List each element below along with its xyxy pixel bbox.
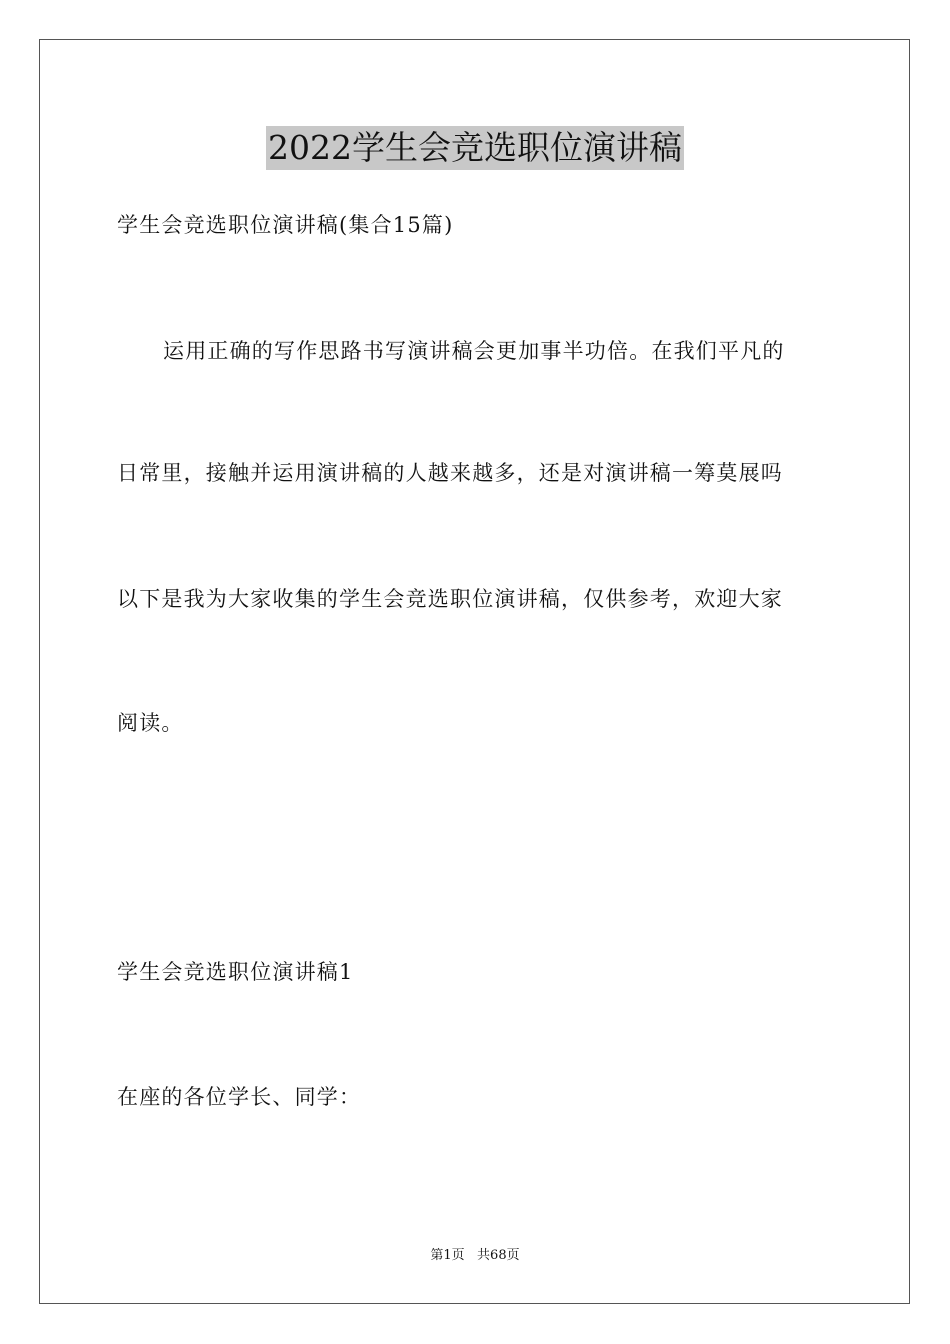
intro-line-2: 日常里，接触并运用演讲稿的人越来越多，还是对演讲稿一筹莫展吗 [117,461,783,485]
section-heading: 学生会竞选职位演讲稿1 [117,960,354,984]
intro-line-3: 以下是我为大家收集的学生会竞选职位演讲稿，仅供参考，欢迎大家 [117,587,783,611]
page-footer: 第1页 共68页 [430,1248,520,1263]
title-container [0,126,950,170]
document-subtitle: 学生会竞选职位演讲稿(集合15篇) [117,213,454,237]
intro-line-4: 阅读。 [117,711,184,735]
document-title: 2022学生会竞选职位演讲稿 [266,126,684,170]
intro-line-1: 运用正确的写作思路书写演讲稿会更加事半功倍。在我们平凡的 [163,339,785,363]
greeting: 在座的各位学长、同学： [117,1085,362,1109]
